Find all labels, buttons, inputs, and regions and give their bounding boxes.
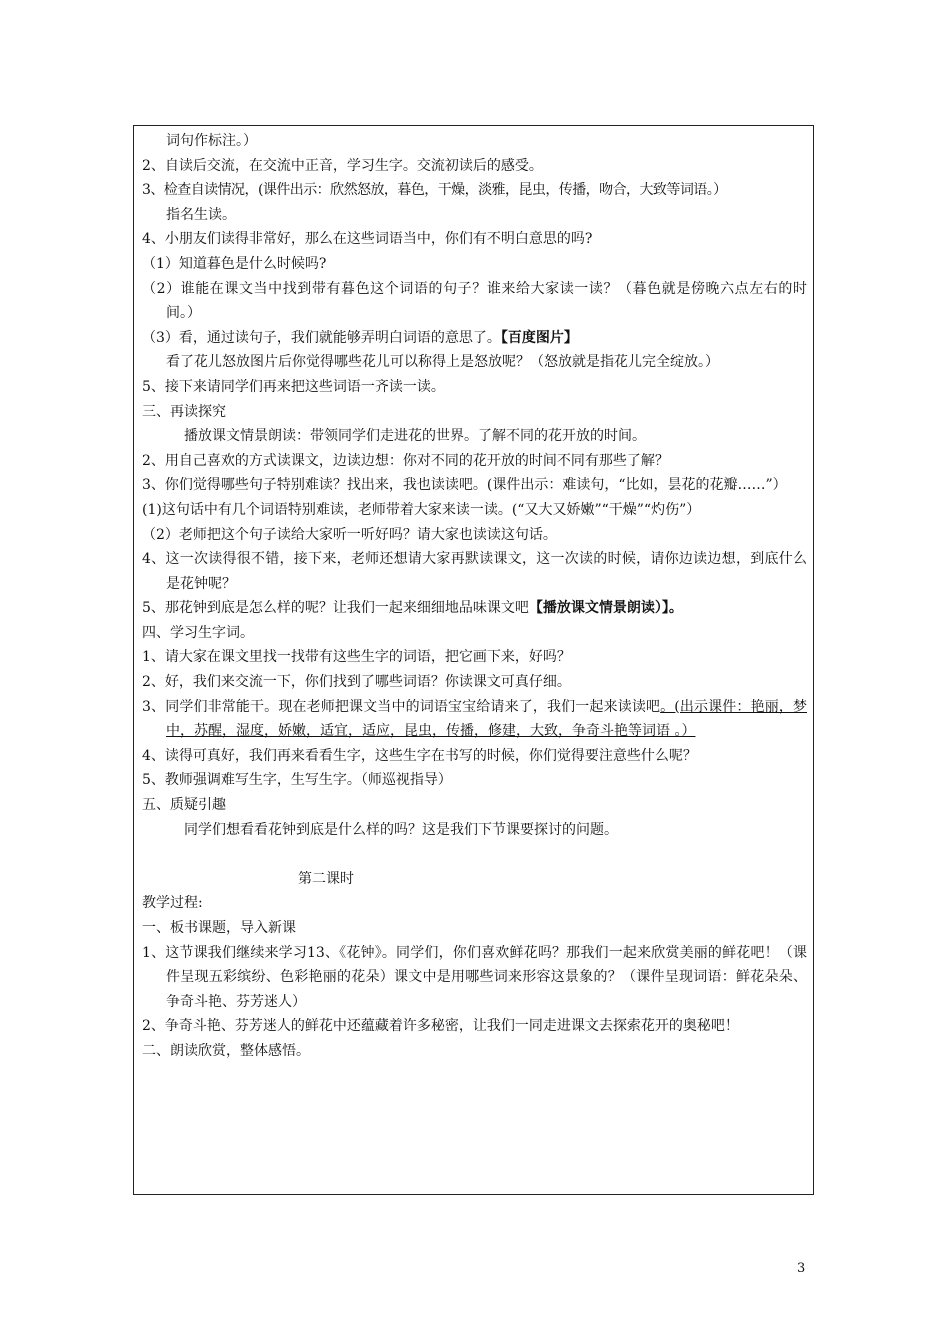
text-line: 播放课文情景朗读：带领同学们走进花的世界。了解不同的花开放的时间。 [184, 428, 646, 445]
text-line: 4、读得可真好，我们再来看看生字，这些生字在书写的时候，你们觉得要注意些什么呢？ [142, 747, 697, 764]
baidu-images-tag: 【百度图片】 [500, 329, 578, 346]
blank-line [142, 842, 807, 867]
text-line [142, 695, 807, 744]
text-line: 同学们想看看花钟到底是什么样的吗？这是我们下节课要探讨的问题。 [184, 821, 618, 838]
text-line: 指名生读。 [166, 206, 236, 223]
text-line: 3、你们觉得哪些句子特别难读？找出来，我也读读吧。(课件出示：难读句，“比如，昙花的花瓣……”） [142, 477, 787, 494]
text-line: 3、检查自读情况，(课件出示：欣然怒放，暮色，干燥，淡雅，昆虫，传播，吻合，大致等词语。） [142, 182, 727, 199]
section-heading: 二、朗读欣赏，整体感悟。 [142, 1042, 310, 1059]
underlined-word-list: 。(出示课件：艳丽，梦中，苏醒，湿度，娇嫩，适宜，适应，昆虫，传播，修建，大致，争奇斗艳等词语 。） [166, 698, 807, 740]
text-line: 5、教师强调难写生字，生写生字。（师巡视指导） [142, 772, 452, 789]
section-heading: 五、质疑引趣 [142, 797, 226, 814]
text-line: 2、用自己喜欢的方式读课文，边读边想：你对不同的花开放的时间不同有那些了解？ [142, 452, 669, 469]
text-line: 看了花儿怒放图片后你觉得哪些花儿可以称得上是怒放呢？（怒放就是指花儿完全绽放。） [166, 354, 719, 371]
page-number: 3 [797, 1261, 806, 1276]
text-line: (1)这句话中有几个词语特别难读，老师带着大家来读一读。(“又大又娇嫩”“干燥”“灼伤”） [142, 501, 701, 518]
section-heading: 三、再读探究 [142, 403, 226, 420]
text-line: 2、争奇斗艳、芬芳迷人的鲜花中还蕴藏着许多秘密，让我们一同走进课文去探索花开的奥秘吧！ [142, 1018, 739, 1035]
lesson-title: 第二课时 [298, 870, 354, 887]
text-line: 2、好，我们来交流一下，你们找到了哪些词语？你读课文可真仔细。 [142, 674, 571, 691]
lesson-plan-table-cell [133, 125, 814, 1195]
text-line: 1、这节课我们继续来学习13、《花钟》。同学们，你们喜欢鲜花吗？那我们一起来欣赏美丽的鲜花吧！（课件呈现五彩缤纷、色彩艳丽的花朵）课文中是用哪些词来形容这景象的？（课件呈现词语：鲜花朵朵、争奇斗艳、芬芳迷人） [142, 944, 807, 1010]
text-segment: （3）看，通过读句子，我们就能够弄明白词语的意思了。 [142, 329, 501, 346]
text-line: 4、这一次读得很不错，接下来，老师还想请大家再默读课文，这一次读的时候，请你边读边想，到底什么是花钟呢？ [142, 551, 807, 592]
text-line: （2）谁能在课文当中找到带有暮色这个词语的句子？谁来给大家读一读？（暮色就是傍晚六点左右的时间。） [142, 280, 807, 322]
text-line: （2）老师把这个句子读给大家听一听好吗？请大家也读读这句话。 [142, 526, 557, 543]
playback-tag: 【播放课文情景朗读）】。 [528, 600, 683, 617]
text-line: 5、接下来请同学们再来把这些词语一齐读一读。 [142, 378, 445, 395]
text-line: （1）知道暮色是什么时候吗? [142, 255, 327, 272]
section-heading: 四、学习生字词。 [142, 624, 254, 641]
lesson-plan-text [134, 126, 813, 1194]
text-segment: 3、同学们非常能干。现在老师把课文当中的词语宝宝给请来了，我们一起来读读吧 [142, 698, 661, 715]
text-line: 词句作标注。） [166, 133, 257, 149]
text-line [142, 326, 807, 351]
text-line: 2、自读后交流，在交流中正音，学习生字。交流初读后的感受。 [142, 157, 543, 174]
text-line: 教学过程: [142, 895, 203, 912]
text-segment: 5、那花钟到底是怎么样的呢？让我们一起来细细地品味课文吧 [142, 600, 529, 617]
section-heading: 一、板书课题，导入新课 [142, 920, 296, 936]
text-line: 1、请大家在课文里找一找带有这些生字的词语，把它画下来，好吗？ [142, 649, 571, 666]
text-line [142, 596, 807, 621]
text-line: 4、小朋友们读得非常好，那么在这些词语当中，你们有不明白意思的吗? [142, 231, 593, 248]
